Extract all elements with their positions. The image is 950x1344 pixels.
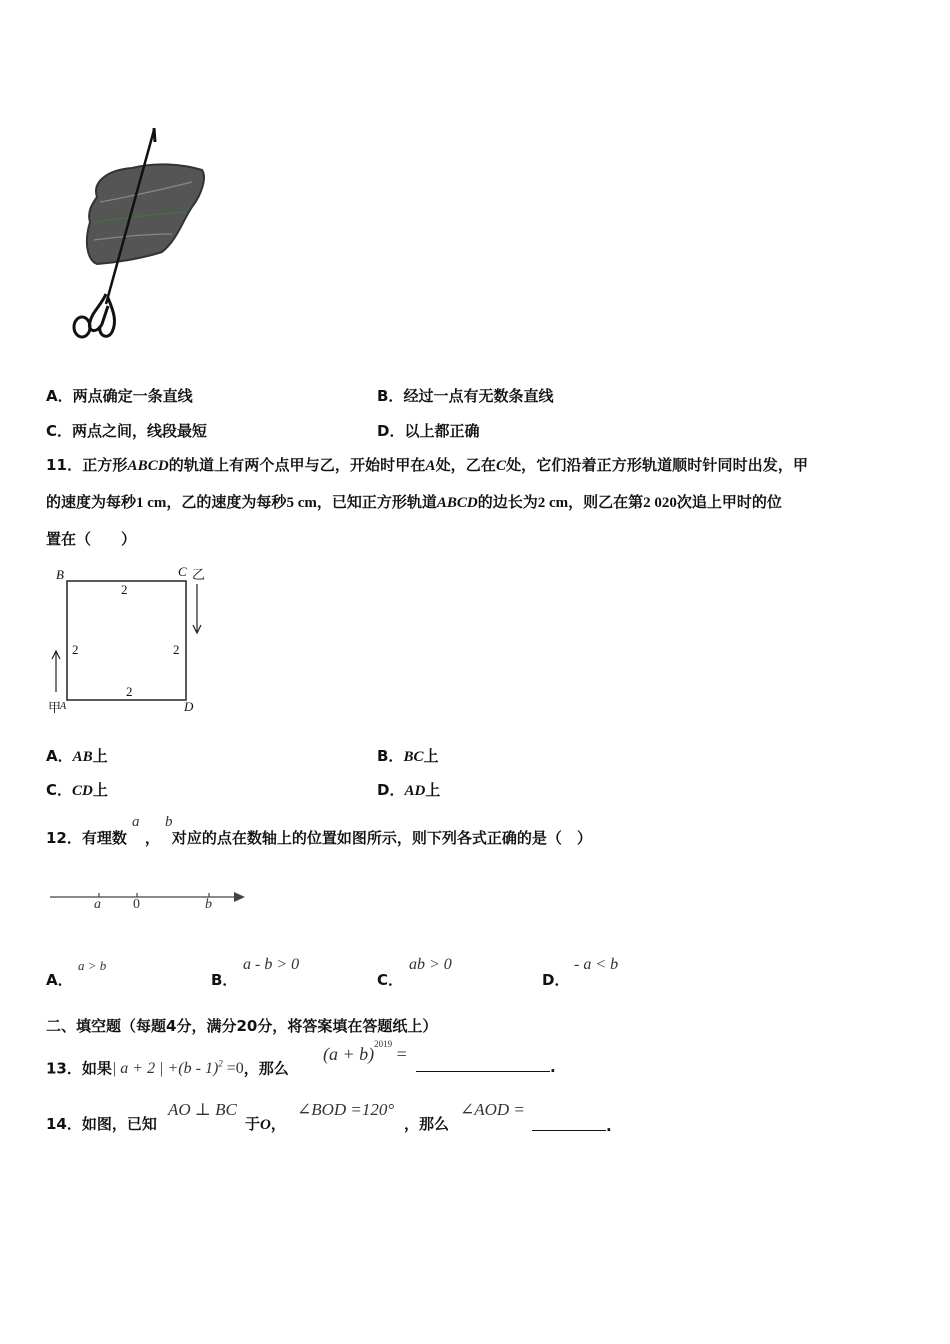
option-text: 两点之间，线段最短	[72, 422, 208, 440]
text: 置在（ ）	[46, 530, 137, 548]
q12-option-b-label: B．	[211, 971, 238, 989]
question-number: 14．	[46, 1115, 82, 1133]
scissors-cutting-illustration	[62, 122, 222, 350]
value: 5 cm	[286, 495, 317, 511]
text: ，已知正方形轨道	[316, 493, 437, 511]
q10-option-a	[46, 386, 193, 406]
q12-option-a-expr: a > b	[78, 958, 107, 973]
text: ，	[144, 829, 160, 847]
text: 于	[245, 1115, 261, 1133]
math-expr: (a + b)	[323, 1044, 375, 1064]
option-label: B．	[377, 387, 404, 405]
axis-label-b: b	[205, 897, 212, 912]
option-text: 上	[92, 747, 108, 765]
q14-perpendicular-expr: AO ⊥ BC	[168, 1100, 237, 1119]
option-text: 上	[423, 747, 439, 765]
value: 1 cm	[136, 495, 167, 511]
option-text: 两点确定一条直线	[72, 387, 193, 405]
q12-option-a-label: A．	[46, 971, 73, 989]
math-var: CD	[72, 783, 93, 799]
math-var: O	[260, 1117, 271, 1133]
text: 处，它们沿着正方形轨道顺时针同时出发，甲	[506, 456, 809, 474]
vertex-d-label: D	[184, 699, 194, 714]
text: 的速度为每秒	[46, 493, 137, 511]
vertex-c-label: C	[178, 564, 187, 579]
q11-line-3	[46, 529, 136, 549]
q11-option-c	[46, 780, 108, 801]
q13-condition-expr	[112, 1060, 244, 1077]
q12-stem	[46, 828, 592, 848]
question-number: 13．	[46, 1059, 82, 1078]
text: 如果	[81, 1059, 112, 1078]
math-var: ABCD	[127, 458, 169, 474]
side-length-right: 2	[173, 642, 180, 657]
number-line	[48, 886, 248, 916]
question-number: 11．	[46, 456, 83, 474]
q12-option-d-expr: - a < b	[574, 956, 619, 973]
q10-option-b	[377, 386, 553, 406]
math-var: AB	[72, 749, 93, 765]
q14-angle-aod-expr: ∠AOD =	[460, 1100, 525, 1119]
text: .	[550, 1058, 556, 1076]
q12-option-b-expr: a - b > 0	[243, 956, 300, 973]
vertex-a-label: A	[60, 701, 67, 712]
math-expr: | a + 2 | +(b - 1)	[111, 1060, 219, 1078]
text: 的边长为	[477, 493, 538, 511]
q11-option-b	[377, 746, 438, 767]
q10-option-c	[46, 421, 207, 441]
q13-target-expr	[323, 1039, 407, 1065]
q11-option-d	[377, 780, 440, 801]
q10-option-d	[377, 421, 479, 441]
point-yi-label: 乙	[192, 567, 206, 582]
math-var: b	[165, 814, 173, 830]
option-label: D．	[377, 422, 405, 440]
option-label: B．	[377, 747, 404, 765]
value: 2 020	[643, 495, 677, 511]
q14-stem-start	[46, 1114, 157, 1134]
text: ，乙的速度为每秒	[166, 493, 287, 511]
math-var: A	[425, 458, 436, 474]
exponent: 2	[218, 1059, 223, 1069]
text: 有理数	[81, 829, 127, 847]
option-label: A．	[46, 747, 73, 765]
option-label: C．	[46, 781, 73, 799]
square-track-diagram	[46, 562, 216, 720]
math-var: ABCD	[436, 495, 478, 511]
option-text: 以上都正确	[404, 422, 480, 440]
side-length-bottom: 2	[126, 684, 133, 699]
q11-option-a	[46, 746, 108, 767]
section-title: 二、填空题（每题4分，满分20分，将答案填在答题纸上）	[46, 1017, 438, 1035]
text: 处，乙在	[435, 456, 496, 474]
q14-stem-mid	[245, 1114, 286, 1135]
side-length-top: 2	[121, 582, 128, 597]
text: 正方形	[82, 456, 128, 474]
point-jia-label: 甲	[48, 700, 62, 715]
text: ，则乙在第	[568, 493, 644, 511]
answer-blank-line[interactable]	[416, 1055, 550, 1072]
option-text: 上	[425, 781, 441, 799]
text: 如图，已知	[81, 1115, 157, 1133]
question-number: 12．	[46, 829, 82, 847]
math-expr: =0	[222, 1060, 244, 1078]
option-label: D．	[377, 781, 405, 799]
q13-answer-blank[interactable]	[416, 1055, 556, 1077]
q12-option-c-label: C．	[377, 971, 404, 989]
vertex-b-label: B	[56, 567, 64, 582]
text: ，	[270, 1115, 286, 1133]
math-var: a	[132, 814, 140, 830]
q12-option-c-expr: ab > 0	[409, 956, 452, 973]
q13-line	[46, 1054, 289, 1079]
exponent: 2019	[374, 1039, 393, 1049]
axis-label-a: a	[94, 897, 101, 912]
side-length-left: 2	[72, 642, 79, 657]
math-var: C	[495, 458, 507, 474]
text: 次追上甲时的位	[676, 493, 782, 511]
option-label: C．	[46, 422, 73, 440]
q11-line-2	[46, 492, 782, 513]
math-var: BC	[403, 749, 424, 765]
q14-angle-bod-expr: ∠BOD =120°	[297, 1100, 395, 1119]
q12-option-d-label: D．	[542, 971, 570, 989]
text: .	[606, 1117, 612, 1135]
option-text: 上	[92, 781, 108, 799]
text: 的轨道上有两个点甲与乙，开始时甲在	[168, 456, 426, 474]
text: 对应的点在数轴上的位置如图所示，则下列各式正确的是（ ）	[171, 829, 592, 847]
q14-answer-blank[interactable]	[532, 1114, 612, 1136]
option-text: 经过一点有无数条直线	[403, 387, 554, 405]
math-expr: =	[392, 1044, 407, 1064]
axis-label-zero: 0	[133, 897, 140, 912]
number-line-axis	[48, 886, 248, 916]
value: 2 cm	[537, 495, 569, 511]
answer-blank-line[interactable]	[532, 1114, 606, 1131]
q14-stem-end: ，那么	[404, 1115, 450, 1133]
math-var: AD	[404, 783, 426, 799]
q11-line-1	[46, 455, 808, 476]
text: ，那么	[243, 1059, 289, 1078]
option-label: A．	[46, 387, 73, 405]
